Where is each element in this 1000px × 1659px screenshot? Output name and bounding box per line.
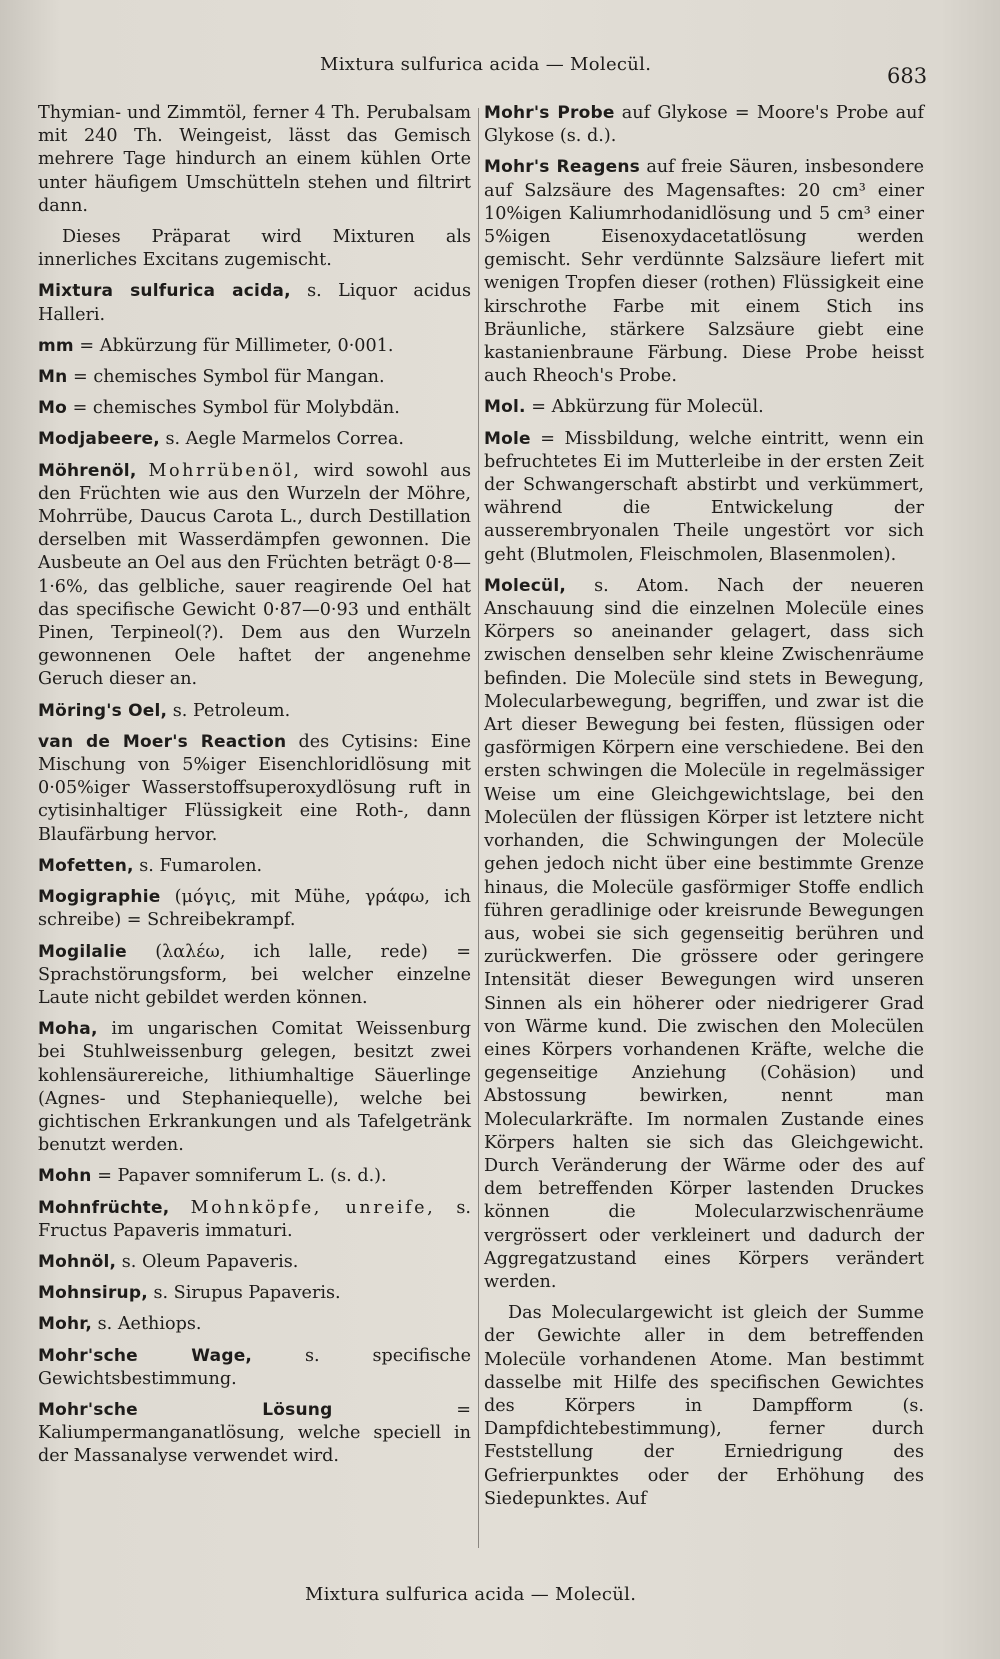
dictionary-entry	[38, 102, 471, 218]
entry-headword: Modjabeere,	[38, 429, 160, 450]
entry-headword: Möring's Oel,	[38, 700, 168, 721]
dictionary-entry	[38, 1313, 471, 1336]
entry-text: s. Aethiops.	[92, 1314, 202, 1335]
entry-headword: Mn	[38, 367, 68, 388]
entry-text: = chemisches Symbol für Mangan.	[67, 367, 385, 388]
dictionary-entry	[38, 855, 471, 878]
entry-text: des Cytisins: Eine Mischung von 5%iger Eisenchloridlösung mit 0·05%iger Wasserstoffsuperoxydlösung ruft in cytisinhaltiger Flüssigkeit eine Roth-, dann Blaufärbung hervor.	[38, 731, 471, 845]
entry-text: s. Sirupus Papaveris.	[147, 1283, 341, 1304]
dictionary-entry	[484, 156, 924, 388]
page-number: 683	[887, 64, 928, 88]
page-footer: Mixtura sulfurica acida — Molecül.	[305, 1584, 637, 1605]
entry-text: Dieses Präparat wird Mixturen als innerliches Excitans zugemischt.	[38, 227, 471, 271]
entry-headword: Mohr,	[38, 1314, 93, 1335]
entry-text: = Abkürzung für Millimeter, 0·001.	[73, 335, 394, 356]
entry-text: s. Aegle Marmelos Correa.	[159, 429, 404, 450]
entry-headword: mm	[38, 335, 74, 356]
entry-headword: Mol.	[484, 397, 526, 418]
entry-text: Thymian- und Zimmtöl, ferner 4 Th. Perubalsam mit 240 Th. Weingeist, lässt das Gemisch mehrere Tage hindurch an einem kühlen Orte unter häufigem Umschütteln stehen und filtrirt dann.	[38, 103, 471, 216]
entry-text: = Missbildung, welche eintritt, wenn ein befruchtetes Ei im Mutterleibe in der ersten Zeit der Schwangerschaft abstirbt und verkümmert, während die Entwickelung der ausserembryonalen Theile ungestört vor sich geht (Blutmolen, Fleischmolen, Blasenmolen).	[484, 428, 924, 565]
right-column	[484, 102, 924, 1519]
entry-text: s. specifische Gewichtsbestimmung.	[38, 1345, 471, 1389]
dictionary-entry	[484, 575, 924, 1294]
entry-text: s. Liquor acidus Halleri.	[38, 281, 471, 325]
entry-headword: van de Moer's Reaction	[38, 731, 287, 752]
dictionary-entry	[38, 397, 471, 420]
dictionary-entry	[38, 1165, 471, 1188]
entry-headword: Mohr's Probe	[484, 103, 615, 123]
entry-headword: Mo	[38, 398, 67, 419]
entry-text: = Kaliumpermanganatlösung, welche speciell in der Massanalyse verwendet wird.	[38, 1399, 471, 1467]
entry-text: wird sowohl aus den Früchten wie aus den Wurzeln der Möhre, Mohrrübe, Daucus Carota L., durch Destillation derselben mit Wasserdämpfen gewonnen. Die Ausbeute an Oel aus den Früchten beträgt 0·8—1·6%, das gelbliche, sauer reagirende Oel hat das specifische Gewicht 0·87—0·93 und enthält Pinen, Terpineol(?). Dem aus den Wurzeln gewonnenen Oele haftet der angenehme Geruch dieser an.	[38, 460, 472, 690]
page-header	[0, 54, 1000, 88]
entry-text: auf Glykose = Moore's Probe auf Glykose (s. d.).	[484, 103, 924, 147]
entry-headword: Mohr'sche Wage,	[38, 1345, 253, 1366]
entry-text: im ungarischen Comitat Weissenburg bei Stuhlweissenburg gelegen, besitzt zwei kohlensäurereiche, lithiumhaltige Säuerlinge (Agnes- und Stephaniequelle), welche bei gichtischen Erkrankungen und als Tafelgetränk benutzt werden.	[38, 1019, 471, 1156]
entry-headword: Mixtura sulfurica acida,	[38, 281, 291, 302]
dictionary-entry	[38, 1399, 471, 1469]
dictionary-entry	[484, 102, 924, 148]
running-title: Mixtura sulfurica acida — Molecül.	[320, 54, 652, 75]
entry-text: s. Fumarolen.	[133, 855, 263, 876]
entry-text: (μόγις, mit Mühe, γράφω, ich schreibe) = Schreibekrampf.	[38, 887, 471, 931]
dictionary-entry	[38, 366, 471, 389]
entry-headword: Mohr's Reagens	[484, 157, 640, 178]
dictionary-entry	[38, 428, 471, 451]
entry-text: = Papaver somniferum L. (s. d.).	[91, 1166, 387, 1187]
dictionary-entry	[484, 428, 924, 567]
entry-headword: Mohr'sche Lösung	[38, 1399, 333, 1420]
dictionary-entry	[38, 335, 471, 358]
dictionary-entry	[38, 1251, 471, 1274]
dictionary-entry	[38, 280, 471, 326]
dictionary-entry	[38, 1018, 471, 1157]
entry-headword: Mole	[484, 428, 531, 449]
entry-text: = Abkürzung für Molecül.	[525, 397, 764, 418]
entry-headword: Mogilalie	[38, 941, 127, 962]
entry-headword: Mohnöl,	[38, 1251, 117, 1272]
entry-text: Das Moleculargewicht ist gleich der Summe der Gewichte aller in dem betreffenden Molecüle vorhandenen Atome. Man bestimmt dasselbe mit Hilfe des specifischen Gewichtes des Körpers in Dampfform (s. Dampfdichtebestimmung), ferner durch Feststellung der Erniedrigung des Gefrierpunktes oder der Erhöhung des Siedepunktes. Auf	[484, 1303, 924, 1509]
entry-text: s. Fructus Papaveris immaturi.	[38, 1197, 472, 1241]
entry-headword: Moha,	[38, 1019, 98, 1040]
entry-text: (λαλέω, ich lalle, rede) = Sprachstörungsform, bei welcher einzelne Laute nicht gebildet werden können.	[38, 941, 471, 1008]
dictionary-entry	[38, 226, 471, 272]
dictionary-entry	[38, 731, 471, 847]
entry-headword: Molecül,	[484, 575, 567, 596]
column-divider	[478, 108, 479, 1548]
entry-text: s. Atom. Nach der neueren Anschauung sind die einzelnen Molecüle eines Körpers so aneinander gelagert, dass sich zwischen denselben sehr kleine Zwischenräume befinden. Die Molecüle sind stets in Bewegung, Molecularbewegung, begriffen, und zwar ist die Art dieser Bewegung bei festen, flüssigen oder gasförmigen Körpern eine verschiedene. Bei den ersten schwingen die Molecüle in regelmässiger Weise um eine Gleichgewichtslage, bei den Molecülen der flüssigen Körper ist letztere nicht vorhanden, die Schwingungen der Molecüle gehen jedoch nicht über eine bestimmte Grenze hinaus, die Molecüle gasförmiger Stoffe endlich führen geradlinige oder kreisrunde Bewegungen aus, wobei sie sich gegenseitig berühren und zurückwerfen. Die grössere oder geringere Intensität dieser Bewegungen wird unseren Sinnen als ein höherer oder niedrigerer Grad von Wärme kund. Die zwischen den Molecülen eines Körpers vorhandenen Kräfte, welche die gegenseitige Anziehung (Cohäsion) und Abstossung bewirken, nennt man Molecularkräfte. Im normalen Zustande eines Körpers halten sie sich das Gleichgewicht. Durch Veränderung der Wärme oder des auf dem betreffenden Körper lastenden Druckes können die Molecularzwischenräume vergrössert oder verkleinert und dadurch der Aggregatzustand eines Körpers verändert werden.	[484, 575, 924, 1292]
dictionary-entry	[38, 460, 471, 692]
dictionary-entry	[38, 700, 471, 723]
dictionary-entry	[38, 886, 471, 932]
entry-headword: Mohnsirup,	[38, 1283, 148, 1304]
dictionary-entry	[484, 1302, 924, 1511]
entry-spaced-term: Mohnköpfe, unreife,	[190, 1197, 436, 1218]
dictionary-entry	[38, 1197, 471, 1243]
entry-text: s. Petroleum.	[167, 700, 291, 721]
entry-headword: Mohnfrüchte,	[38, 1197, 170, 1218]
entry-spaced-term: Mohrrübenöl,	[148, 460, 302, 481]
dictionary-entry	[484, 396, 924, 419]
entry-text: = chemisches Symbol für Molybdän.	[67, 398, 400, 419]
entry-headword: Mofetten,	[38, 855, 134, 876]
entry-headword: Möhrenöl,	[38, 460, 137, 481]
left-column	[38, 102, 471, 1477]
entry-text: s. Oleum Papaveris.	[116, 1251, 299, 1272]
entry-text: auf freie Säuren, insbesondere auf Salzsäure des Magensaftes: 20 cm³ einer 10%igen Kaliumrhodanidlösung und 5 cm³ einer 5%igen Eisenoxydacetatlösung werden gemischt. Sehr verdünnte Salzsäure liefert mit wenigen Tropfen dieser (rothen) Flüssigkeit eine kirschrothe Farbe mit einem Stich ins Bräunliche, stärkere Salzsäure giebt eine kastanienbraune Färbung. Diese Probe heisst auch Rheoch's Probe.	[484, 157, 924, 387]
dictionary-entry	[38, 1282, 471, 1305]
entry-headword: Mogigraphie	[38, 887, 161, 908]
dictionary-entry	[38, 941, 471, 1011]
dictionary-entry	[38, 1345, 471, 1391]
entry-headword: Mohn	[38, 1166, 92, 1187]
